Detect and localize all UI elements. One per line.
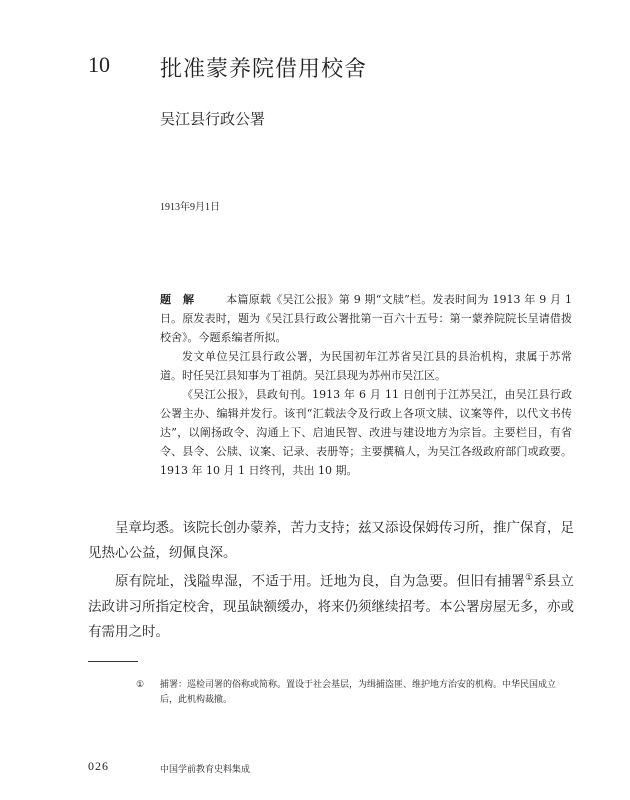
intro-paragraph <box>160 290 572 347</box>
footnote-text: 捕署：巡检司署的俗称或简称。置设于社会基层，为缉捕盗匪、维护地方治安的机构。中华民国成立后，此机构裁撤。 <box>160 680 557 705</box>
intro-section <box>160 290 572 480</box>
footnote-number: ① <box>136 680 145 690</box>
body-paragraph <box>88 566 574 645</box>
intro-paragraph: 发文单位吴江县行政公署，为民国初年江苏省吴江县的县治机构，隶属于苏常道。时任吴江县知事为丁祖荫。吴江县现为苏州市吴江区。 <box>160 350 572 382</box>
body-text-segment: 原有院址，浅隘卑湿，不适于用。迁地为良，自为急要。但旧有捕署 <box>115 573 525 590</box>
footnote-reference[interactable]: ① <box>524 573 534 583</box>
body-paragraph: 呈章均悉。该院长创办蒙养，苦力支持；兹又添设保姆传习所，推广保育，足见热心公益，纫佩良深。 <box>88 520 574 561</box>
intro-paragraph: 《吴江公报》，县政旬刊。1913 年 6 月 11 日创刊于江苏吴江，由吴江县行政公署主办、编辑并发行。该刊“汇载法令及行政上各项文牍、议案等件，以代文书传达”，以阐扬政令、沟通上下、启迪民智、改进与建设地方为宗旨。主要栏目，有省令、县令、公牍、议案、记录、表册等；主要撰稿人，为吴江各级政府部门或政要。1913 年 10 月 1 日终刊，共出 10 期。 <box>160 388 572 477</box>
intro-text: 本篇原载《吴江公报》第 9 期“文牍”栏。发表时间为 1913 年 9 月 1 日。原发表时，题为《吴江县行政公署批第一百六十五号：第一蒙养院院长呈请借拨校舍》。今题系编者所拟。 <box>160 293 572 344</box>
footnote-divider <box>88 661 138 662</box>
author: 吴江县行政公署 <box>160 110 266 128</box>
chapter-number: 10 <box>88 52 110 77</box>
body-text-segment: 系县立法政讲习所指定校舍，现虽缺额缓办，将来仍须继续招考。本公署房屋无多，亦或有需用之时。 <box>88 573 575 640</box>
running-title: 中国学前教育史料集成 <box>160 765 251 775</box>
document-date: 1913年9月1日 <box>160 202 220 213</box>
footnote <box>136 678 572 708</box>
body-text <box>88 516 574 645</box>
chapter-title: 批准蒙养院借用校舍 <box>160 57 368 82</box>
intro-label: 题解 <box>160 293 206 306</box>
page-number: 026 <box>88 759 109 773</box>
